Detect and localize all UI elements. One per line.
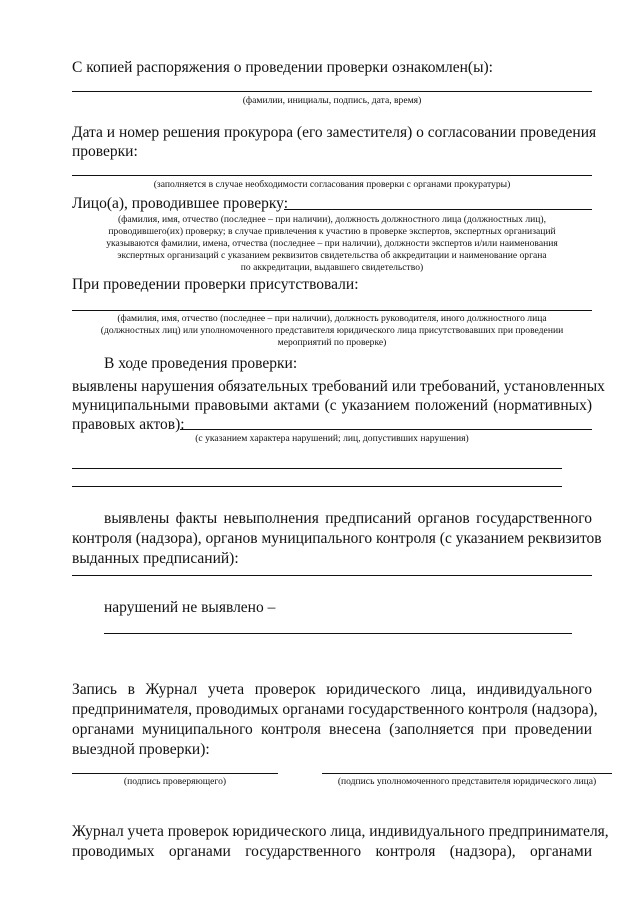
sign-representative-hint: (подпись уполномоченного представителя юридического лица) <box>337 776 597 787</box>
violations-inline-line[interactable] <box>180 429 592 430</box>
no-violations-text: нарушений не выявлено – <box>104 599 276 616</box>
journal-line2: предпринимателя, проводимых органами государственного контроля (надзора), <box>72 701 598 718</box>
nonexec-line1: выявлены факты невыполнения предписаний органов государственного <box>104 510 592 527</box>
journal2-line1: Журнал учета проверок юридического лица, индивидуального предпринимателя, <box>72 823 609 840</box>
inspector-label: Лицо(а), проводившее проверку: <box>72 195 289 212</box>
hint-prosecutor: (заполняется в случае необходимости согласования проверки с органами прокуратуры) <box>153 179 511 190</box>
hint-present-line: мероприятий по проверке) <box>277 337 387 348</box>
no-violations-line[interactable] <box>104 633 572 634</box>
nonexec-line2: контроля (надзора), органов муниципального контроля (с указанием реквизитов <box>72 530 602 547</box>
hint-present-line: (фамилия, имя, отчество (последнее – при наличии), должность руководителя, иного должностного лица <box>117 313 547 324</box>
nonexec-line[interactable] <box>72 575 592 576</box>
representative-signature-line[interactable] <box>322 773 612 774</box>
present-line[interactable] <box>72 310 592 311</box>
journal2-line2: проводимых органами государственного контроля (надзора), органами <box>72 843 592 860</box>
journal-line3: органами муниципального контроля внесена (заполняется при проведении <box>72 721 592 738</box>
hint-inspector-line: экспертных организаций с указанием реквизитов свидетельства об аккредитации и наименование органа <box>117 250 547 261</box>
violations-line3: правовых актов): <box>72 416 185 433</box>
present-label: При проведении проверки присутствовали: <box>72 276 359 293</box>
hint-present-line: (должностных лиц) или уполномоченного представителя юридического лица присутствовавших при проведении <box>100 325 564 336</box>
during-inspection-label: В ходе проведения проверки: <box>104 355 298 372</box>
prosecutor-text-line2: проверки: <box>72 143 138 160</box>
violations-extra-line[interactable] <box>72 468 562 469</box>
names-signature-line[interactable] <box>72 91 592 92</box>
nonexec-line3: выданных предписаний): <box>72 550 239 567</box>
prosecutor-text-line1: Дата и номер решения прокурора (его заместителя) о согласовании проведения <box>72 124 597 141</box>
violations-line1: выявлены нарушения обязательных требований или требований, установленных <box>72 378 605 395</box>
hint-names: (фамилии, инициалы, подпись, дата, время) <box>242 95 422 106</box>
inspector-signature-line[interactable] <box>72 773 278 774</box>
prosecutor-decision-line[interactable] <box>72 175 592 176</box>
journal-line4: выездной проверки): <box>72 741 210 758</box>
hint-violations: (с указанием характера нарушений; лиц, допустивших нарушения) <box>195 433 469 444</box>
intro-copy-text: С копией распоряжения о проведении проверки ознакомлен(ы): <box>72 59 493 76</box>
sign-inspector-hint: (подпись проверяющего) <box>123 776 227 787</box>
violations-line2: муниципальными правовыми актами (с указанием положений (нормативных) <box>72 397 592 414</box>
hint-inspector-line: проводившего(их) проверку; в случае привлечения к участию в проверке экспертов, экспертных организаций <box>108 226 556 237</box>
hint-inspector-line: по аккредитации, выдавшего свидетельство) <box>240 262 424 273</box>
inspector-line[interactable] <box>284 209 592 210</box>
hint-inspector-line: указываются фамилии, имена, отчества (последнее – при наличии), должности экспертов и/или наименования <box>106 238 558 249</box>
journal-line1: Запись в Журнал учета проверок юридического лица, индивидуального <box>72 681 592 698</box>
violations-extra-line[interactable] <box>72 486 562 487</box>
hint-inspector-line: (фамилия, имя, отчество (последнее – при наличии), должность должностного лица (должностных лиц), <box>117 214 547 225</box>
